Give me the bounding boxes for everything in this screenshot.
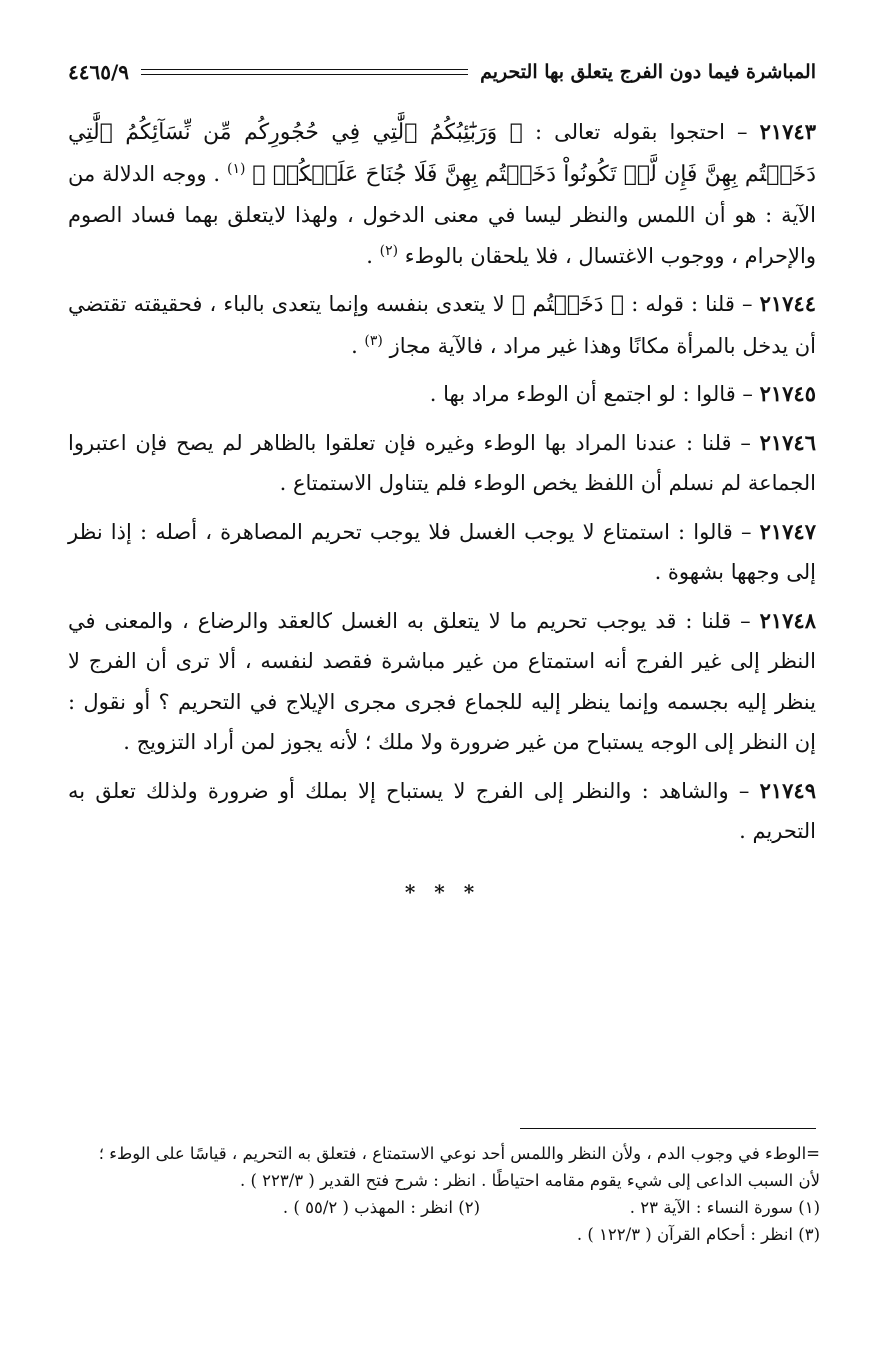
footnote-divider: [520, 1128, 816, 1129]
paragraph-text: – قلنا : قد يوجب تحريم ما لا يتعلق به الغسل كالعقد والرضاع ، والمعنى في النظر إلى غير الفرج أنه استمتاع من غير مباشرة فقصد لنفسه ، ألا ترى أن الفرج لا ينظر إليه بجسمه وإنما ينظر إليه للجماع فجرى مجرى الإيلاج في التحريم ؟ أو نقول : إن النظر إلى الوجه يستباح من غير ضرورة ولا ملك ؛ لأنه يجوز لمن أراد التزويج .: [68, 608, 816, 754]
paragraph-21746: [68, 423, 816, 504]
paragraph-number: ٢١٧٤٤: [759, 291, 816, 316]
paragraph-text: – قالوا : استمتاع لا يوجب الغسل فلا يوجب تحريم المصاهرة ، أصله : إذا نظر إلى وجهها بشهوة .: [68, 519, 816, 584]
main-text: [68, 112, 816, 860]
footnote-continuation: لأن السبب الداعى إلى شيء يقوم مقامه احتياطًا . انظر : شرح فتح القدير ( ٢٢٣/٣ ) .: [239, 1171, 820, 1190]
running-header: [68, 52, 816, 92]
paragraph-text: . ووجه الدلالة من الآية : هو أن اللمس والنظر ليسا في معنى الدخول ، ولهذا لايتعلق بهما فساد الصوم والإحرام ، ووجوب الاغتسال ، فلا يلحقان بالوطء: [68, 161, 816, 268]
footnote-2: (٢) انظر : المهذب ( ٥٥/٢ ) .: [282, 1198, 480, 1217]
footnote-1: (١) سورة النساء : الآية ٢٣ .: [629, 1198, 820, 1217]
quran-quote: ﴿ دَخَلۡتُم ﴾: [511, 292, 625, 317]
paragraph-number: ٢١٧٤٧: [759, 518, 816, 544]
page-number: ٤٤٦٥/٩: [68, 60, 130, 84]
paragraph-21745: [68, 374, 816, 415]
footnote-ref: (٢): [379, 242, 399, 259]
footnote-3: (٣) انظر : أحكام القرآن ( ١٢٢/٣ ) .: [576, 1225, 820, 1244]
paragraph-text: – قلنا : عندنا المراد بها الوطء وغيره فإن تعلقوا بالظاهر لم يصح فإن اعتبروا الجماعة لم نسلم أن اللفظ يخص الوطء فلم يتناول الاستمتاع .: [68, 430, 816, 495]
paragraph-number: ٢١٧٤٣: [759, 119, 816, 144]
paragraph-text: – احتجوا بقوله تعالى :: [522, 120, 760, 144]
header-rule: [141, 69, 468, 75]
footnotes: [68, 1140, 820, 1248]
paragraph-text: – والشاهد : والنظر إلى الفرج لا يستباح إلا بملك أو ضرورة ولذلك تعلق به التحريم .: [68, 778, 816, 843]
paragraph-text: .: [351, 333, 365, 358]
paragraph-number: ٢١٧٤٥: [759, 381, 816, 406]
paragraph-21743: [68, 112, 816, 276]
paragraph-text: – قلنا : قوله :: [624, 292, 760, 316]
footnote-ref: (١): [227, 160, 246, 177]
footnote-row: [68, 1194, 820, 1221]
paragraph-21749: [68, 771, 816, 852]
quran-quote: ﴿ وَرَبَٰٓئِبُكُمُ ٱلَّٰتِي فِي حُجُورِكُم مِّن نِّسَآئِكُمُ ٱلَّٰتِي دَخَلۡتُم بِهِنَّ فَإِن لَّمۡ تَكُونُواْ دَخَلۡتُم بِهِنَّ فَلَا جُنَاحَ عَلَيۡكُمۡ ﴾: [68, 120, 816, 187]
paragraph-21748: [68, 601, 816, 763]
section-separator: * * *: [404, 880, 481, 904]
paragraph-number: ٢١٧٤٨: [759, 607, 816, 633]
paragraph-number: ٢١٧٤٩: [759, 777, 816, 803]
paragraph-text: – قالوا : لو اجتمع أن الوطء مراد بها .: [429, 382, 760, 406]
paragraph-21744: [68, 284, 816, 366]
paragraph-number: ٢١٧٤٦: [759, 429, 816, 455]
header-title: المباشرة فيما دون الفرج يتعلق بها التحريم: [480, 61, 816, 83]
paragraph-text: لا يتعدى بنفسه وإنما يتعدى بالباء ، فحقيقته تقتضي أن يدخل بالمرأة مكانًا وهذا غير مراد ، فالآية مجاز: [68, 292, 816, 358]
paragraph-21747: [68, 512, 816, 593]
footnote-ref: (٣): [364, 332, 383, 349]
paragraph-text: .: [366, 243, 380, 268]
footnote-continuation: =الوطء في وجوب الدم ، ولأن النظر واللمس أحد نوعي الاستمتاع ، فتعلق به التحريم ، قياسًا على الوطء ؛: [98, 1144, 820, 1163]
